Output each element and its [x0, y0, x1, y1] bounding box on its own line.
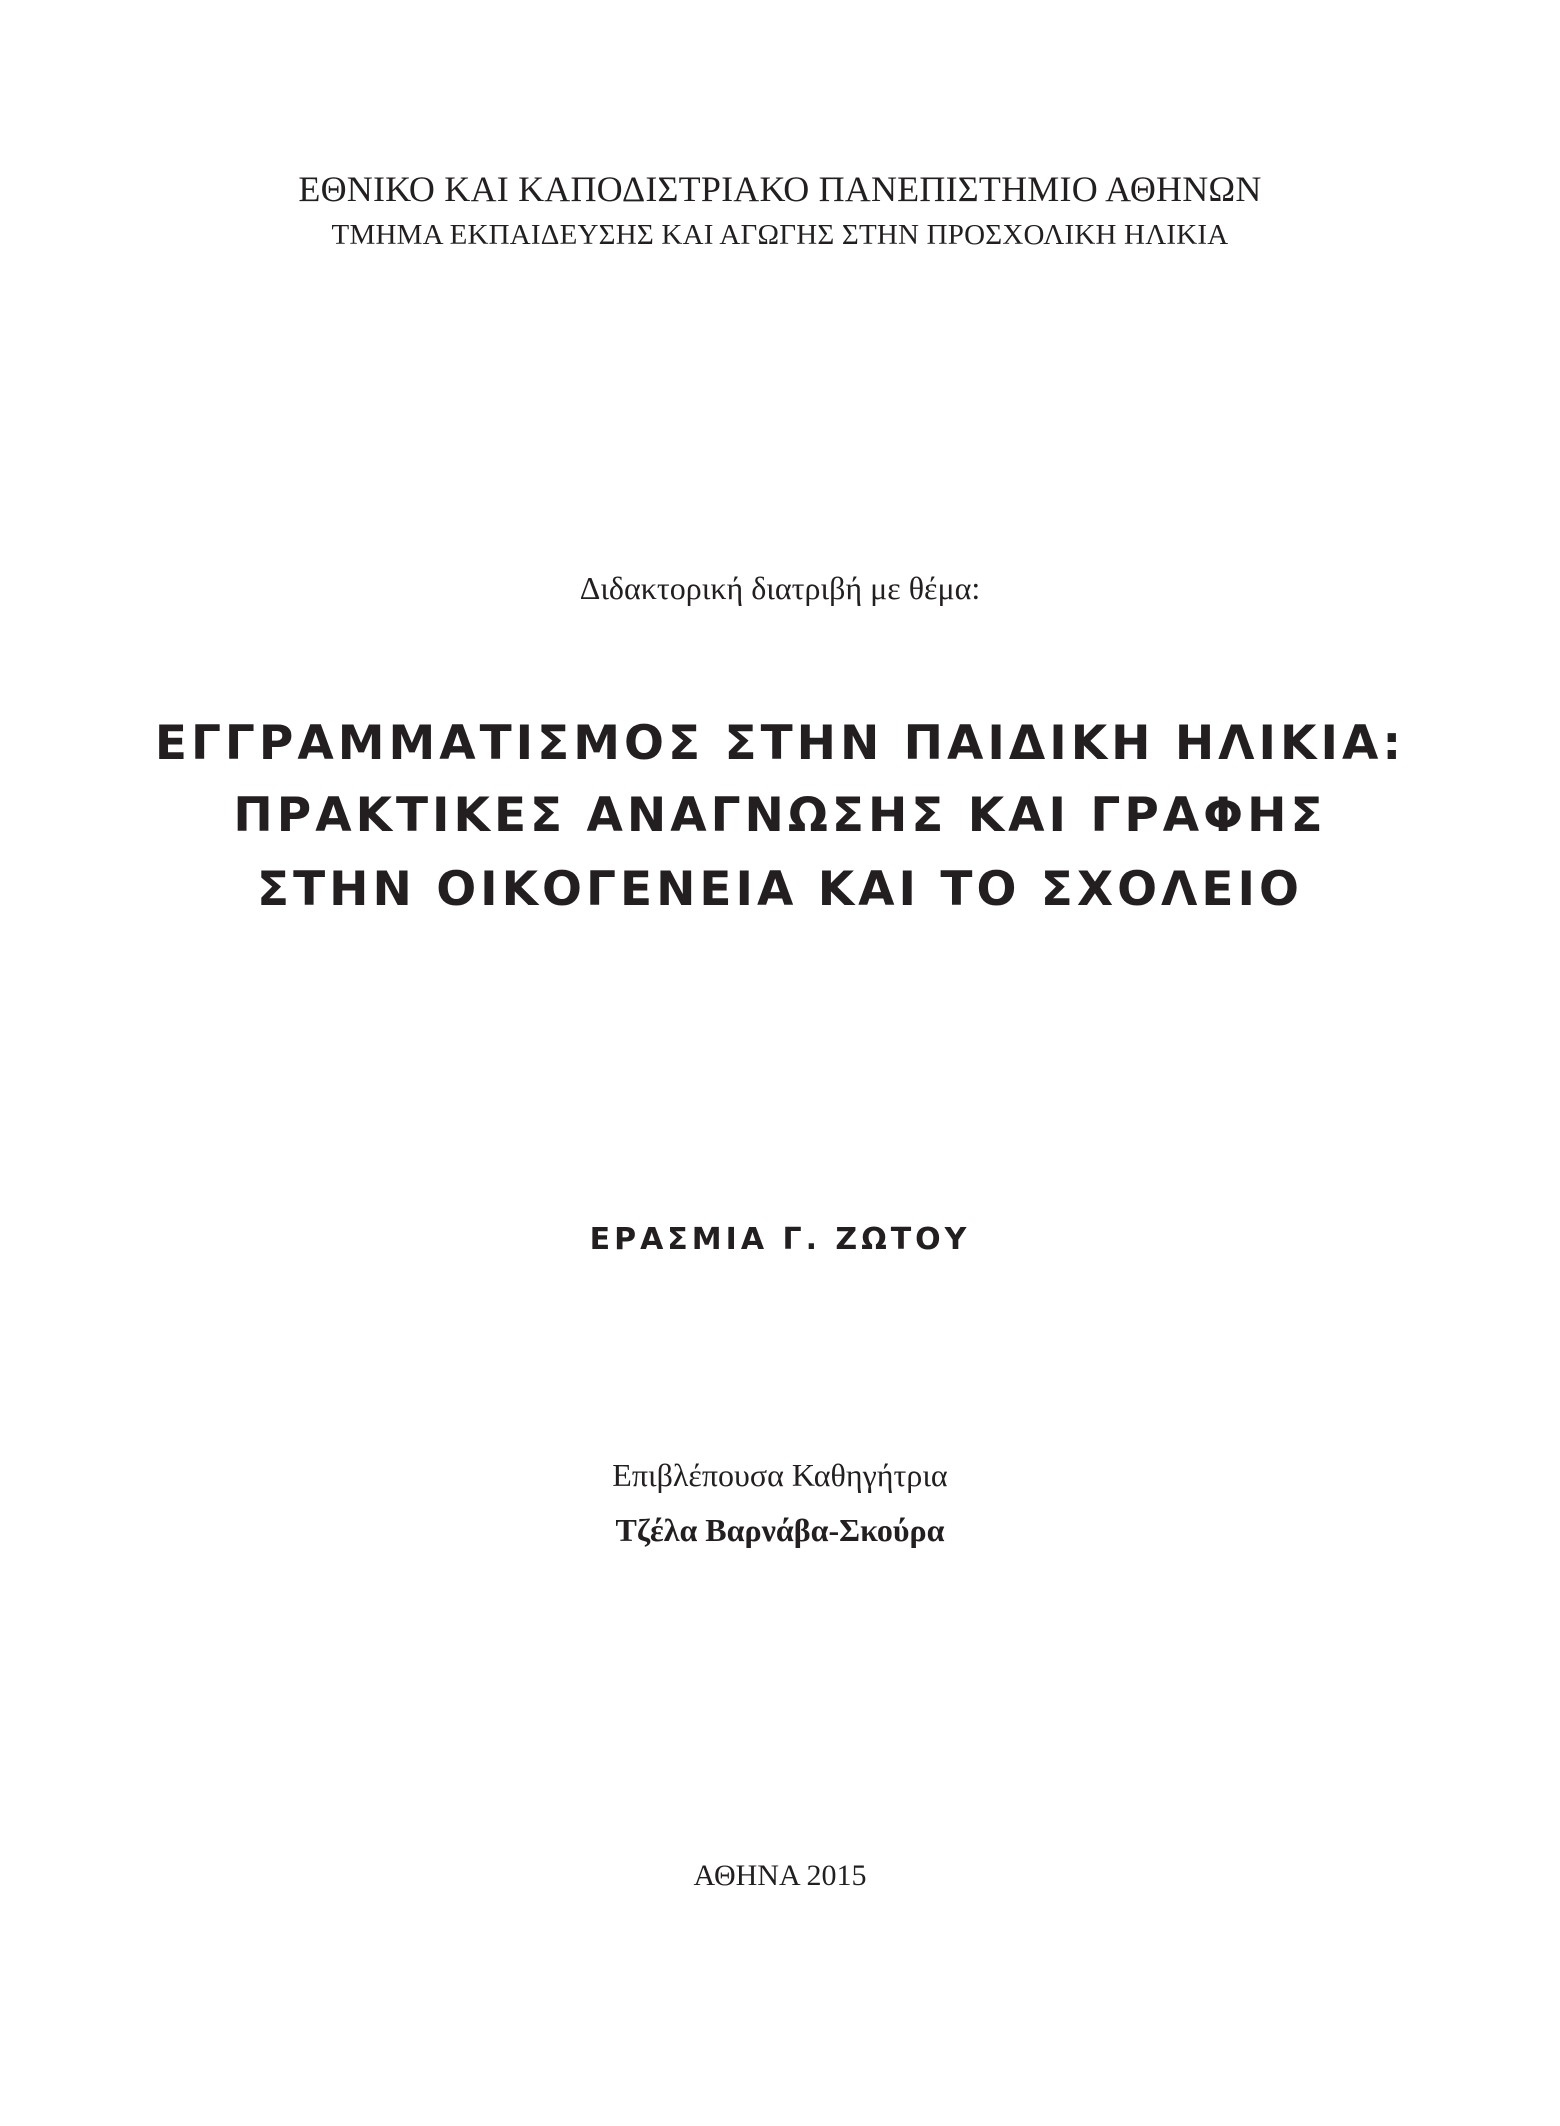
- thesis-title-line-2: ΠΡΑΚΤΙΚΕΣ ΑΝΑΓΝΩΣΗΣ ΚΑΙ ΓΡΑΦΗΣ: [233, 788, 1327, 843]
- author-name: ΕΡΑΣΜΙΑ Γ. ΖΩΤΟΥ: [589, 1222, 971, 1257]
- department-name: ΤΜΗΜΑ ΕΚΠΑΙΔΕΥΣΗΣ ΚΑΙ ΑΓΩΓΗΣ ΣΤΗΝ ΠΡΟΣΧΟΛΙΚΗ ΗΛΙΚΙΑ: [331, 219, 1229, 251]
- thesis-intro: Διδακτορική διατριβή με θέμα:: [579, 570, 981, 606]
- thesis-title-line-1: ΕΓΓΡΑΜΜΑΤΙΣΜΟΣ ΣΤΗΝ ΠΑΙΔΙΚΗ ΗΛΙΚΙΑ:: [154, 716, 1406, 771]
- university-name: ΕΘΝΙΚΟ ΚΑΙ ΚΑΠΟΔΙΣΤΡΙΑΚΟ ΠΑΝΕΠΙΣΤΗΜΙΟ ΑΘΗΝΩΝ: [298, 169, 1262, 209]
- place-and-year: ΑΘΗΝΑ 2015: [693, 1859, 867, 1892]
- supervisor-name: Τζέλα Βαρνάβα-Σκούρα: [615, 1512, 945, 1548]
- supervisor-role: Επιβλέπουσα Καθηγήτρια: [612, 1457, 948, 1493]
- thesis-title-line-3: ΣΤΗΝ ΟΙΚΟΓΕΝΕΙΑ ΚΑΙ ΤΟ ΣΧΟΛΕΙΟ: [257, 862, 1303, 917]
